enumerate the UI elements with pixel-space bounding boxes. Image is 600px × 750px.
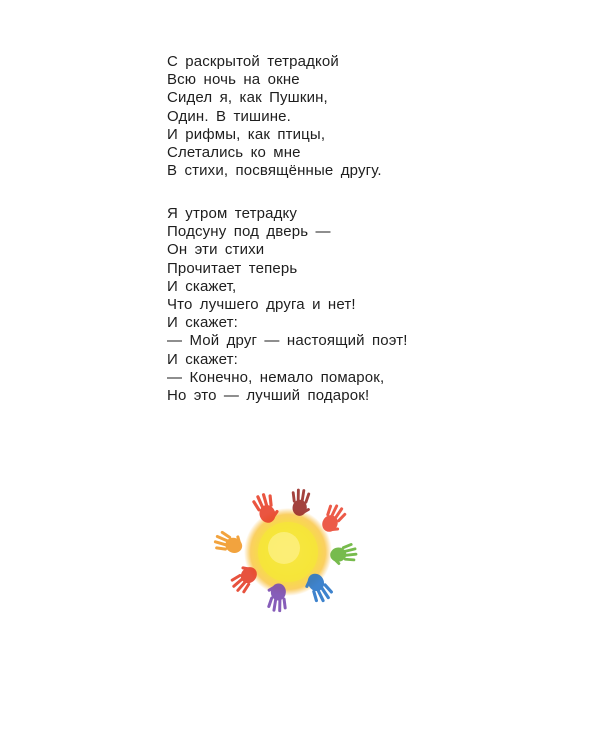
poem-line: Всю ночь на окне: [167, 71, 300, 89]
poem-line: И скажет,: [167, 277, 237, 295]
handprint-icon: [211, 528, 245, 558]
poem-line: Подсуну под дверь —: [167, 223, 331, 241]
handprint-icon: [329, 542, 359, 567]
poem-line: — Мой друг — настоящий поэт!: [167, 332, 408, 350]
poem-line: И скажет:: [167, 314, 238, 332]
poem-line: И рифмы, как птицы,: [167, 125, 326, 143]
poem-line: Он эти стихи: [167, 241, 265, 259]
poem-line: Я утром тетрадку: [167, 205, 298, 222]
poem-line: Один. В тишине.: [167, 107, 291, 125]
poem-line: В стихи, посвящённые другу.: [167, 162, 382, 180]
poem-stanza-1: [167, 53, 382, 180]
poem-line: — Конечно, немало помарок,: [167, 368, 385, 386]
poem-line: С раскрытой тетрадкой: [167, 53, 339, 70]
poem-stanza-2: [167, 205, 408, 405]
poem-line: Сидел я, как Пушкин,: [167, 89, 328, 107]
poem-line: Что лучшего друга и нет!: [167, 296, 356, 314]
poem-line: И скажет:: [167, 350, 238, 368]
handprint-sun-illustration: [208, 486, 364, 622]
poem-line: Слетались ко мне: [167, 144, 301, 162]
poem-line: Но это — лучший подарок!: [167, 387, 370, 405]
poem-line: Прочитает теперь: [167, 259, 298, 277]
